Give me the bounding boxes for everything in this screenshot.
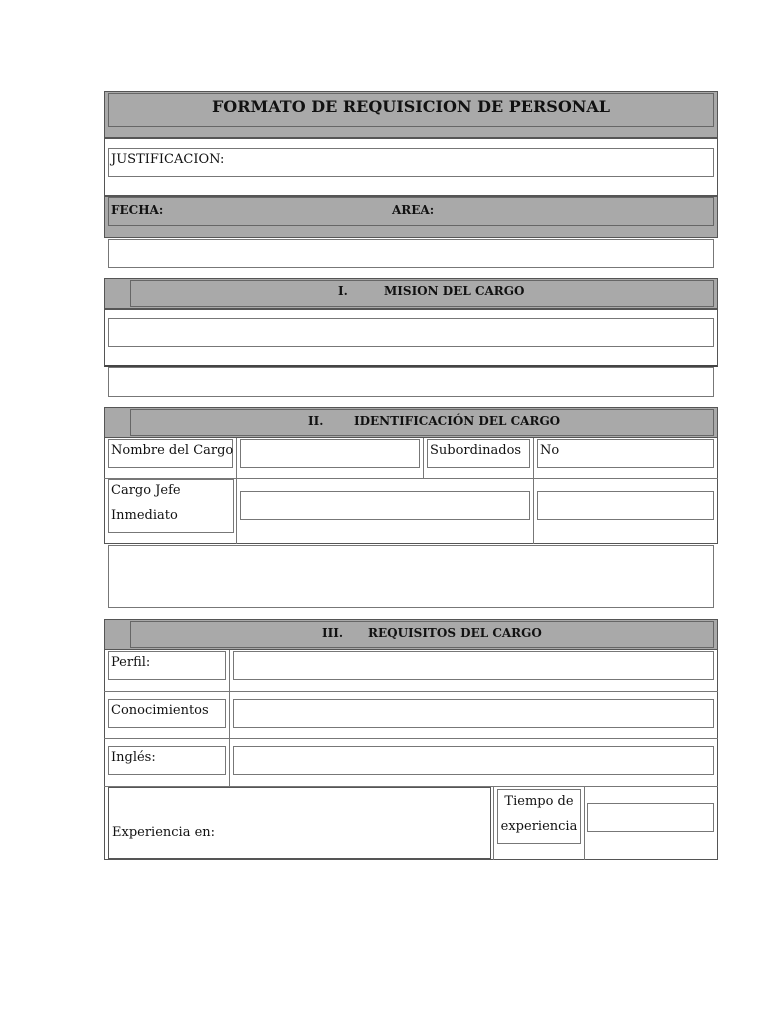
section3-title: REQUISITOS DEL CARGO xyxy=(368,626,542,640)
cargo-jefe-field[interactable] xyxy=(240,491,530,520)
divider xyxy=(104,738,718,739)
perfil-label: Perfil: xyxy=(111,655,151,670)
divider xyxy=(584,786,585,860)
conocimientos-label: Conocimientos xyxy=(111,703,209,718)
divider xyxy=(533,438,534,544)
fecha-area-field[interactable] xyxy=(108,239,714,268)
tiempo-experiencia-field[interactable] xyxy=(587,803,714,832)
area-label: AREA: xyxy=(392,203,435,217)
section1-title: MISION DEL CARGO xyxy=(384,284,525,298)
nombre-cargo-field[interactable] xyxy=(240,439,420,468)
divider xyxy=(493,786,494,860)
divider xyxy=(423,438,424,478)
mision-field[interactable] xyxy=(108,318,714,347)
divider xyxy=(229,650,230,786)
perfil-field[interactable] xyxy=(233,651,714,680)
section3-number: III. xyxy=(322,626,344,640)
divider xyxy=(104,691,718,692)
cargo-jefe-label-line2: Inmediato xyxy=(111,508,178,523)
no-label: No xyxy=(540,443,560,458)
section2-title: IDENTIFICACIÓN DEL CARGO xyxy=(354,414,561,428)
form-title: FORMATO DE REQUISICION DE PERSONAL xyxy=(211,97,611,116)
tiempo-label-line1: Tiempo de xyxy=(504,794,574,809)
divider xyxy=(236,438,237,544)
fecha-label: FECHA: xyxy=(111,203,164,217)
experiencia-field[interactable] xyxy=(108,787,491,859)
cargo-jefe-label-line1: Cargo Jefe xyxy=(111,483,181,498)
ingles-label: Inglés: xyxy=(111,750,156,765)
identificacion-notes-field[interactable] xyxy=(108,545,714,608)
section1-number: I. xyxy=(338,284,348,298)
tiempo-label-line2: experiencia xyxy=(500,819,578,834)
mision-extra-field[interactable] xyxy=(108,367,714,397)
nombre-cargo-label: Nombre del Cargo xyxy=(111,443,234,458)
section2-number: II. xyxy=(308,414,324,428)
subordinados-label: Subordinados xyxy=(430,443,522,458)
experiencia-label: Experiencia en: xyxy=(112,825,216,840)
cargo-jefe-extra-field[interactable] xyxy=(537,491,714,520)
justificacion-label: JUSTIFICACION: xyxy=(111,152,225,167)
conocimientos-field[interactable] xyxy=(233,699,714,728)
ingles-field[interactable] xyxy=(233,746,714,775)
no-field[interactable] xyxy=(537,439,714,468)
